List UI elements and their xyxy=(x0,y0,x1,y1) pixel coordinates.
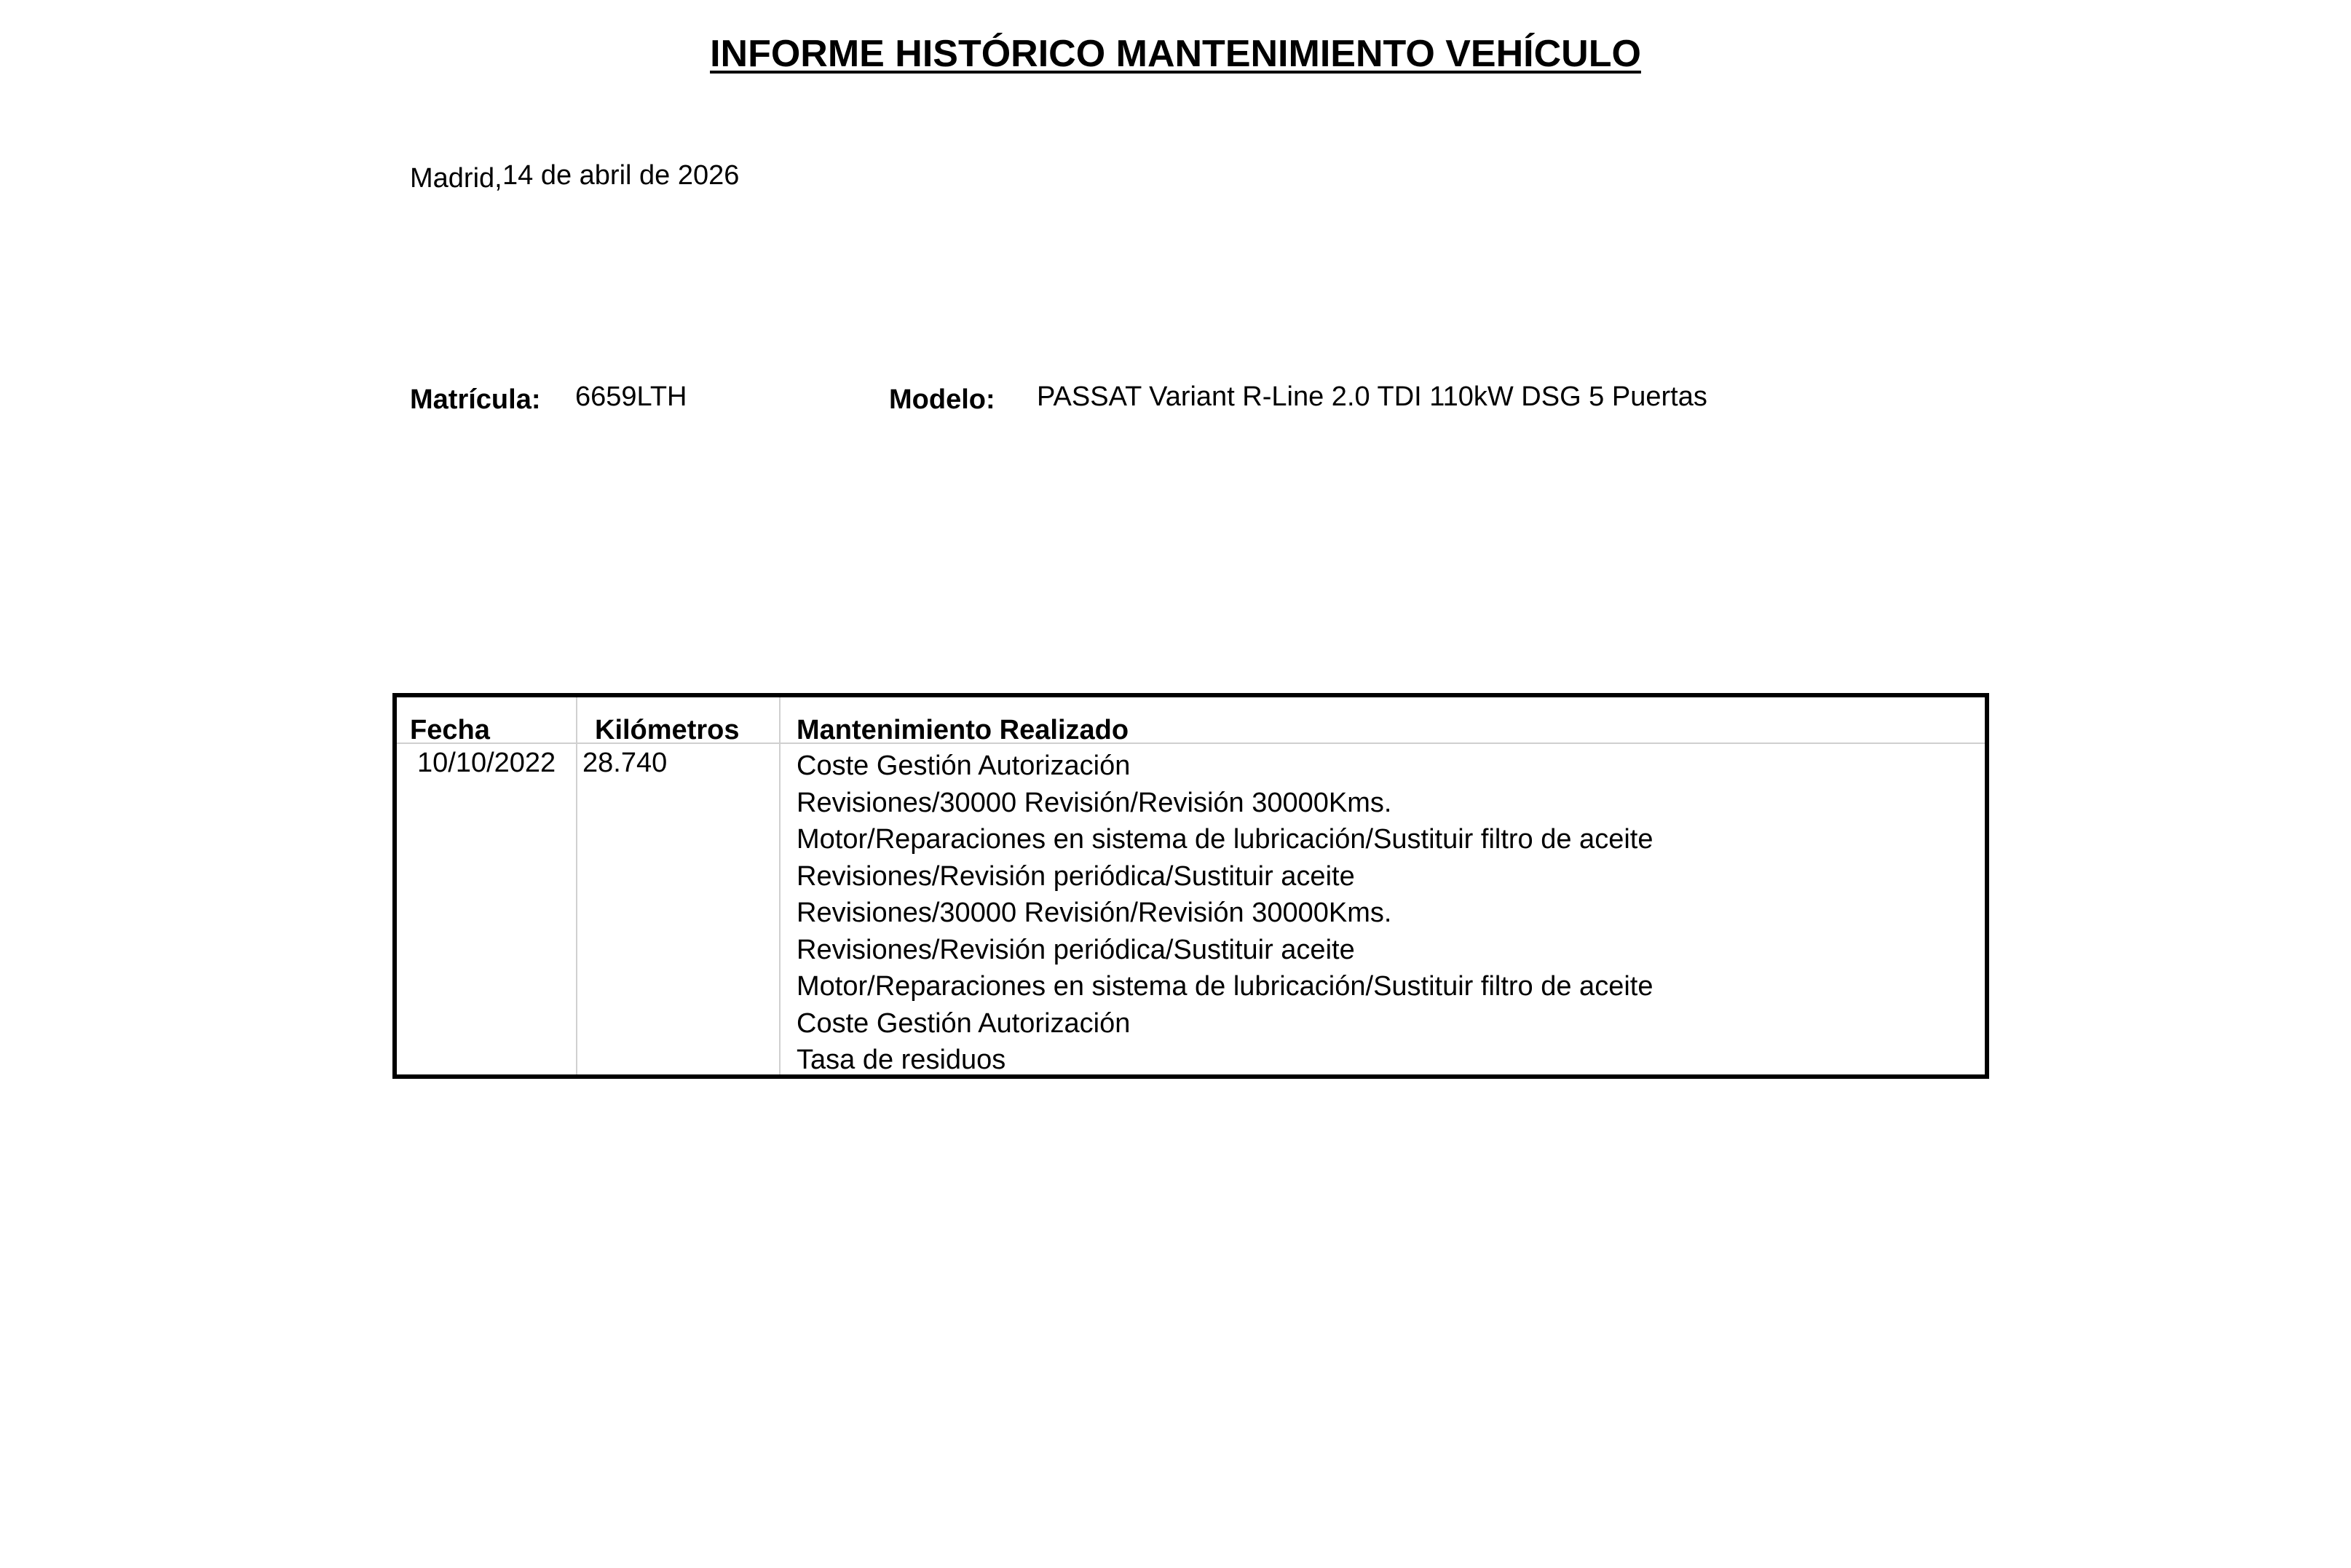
header-km: Kilómetros xyxy=(595,715,740,745)
maintenance-table xyxy=(392,693,1989,1079)
row-km: 28.740 xyxy=(582,748,668,778)
report-date: 14 de abril de 2026 xyxy=(502,160,740,191)
column-divider xyxy=(576,697,577,1074)
column-divider xyxy=(779,697,781,1074)
report-title: INFORME HISTÓRICO MANTENIMIENTO VEHÍCULO xyxy=(710,33,1641,75)
list-item: Revisiones/Revisión periódica/Sustituir aceite xyxy=(797,860,1355,892)
header-date: Fecha xyxy=(410,715,490,745)
list-item: Coste Gestión Autorización xyxy=(797,1007,1131,1039)
list-item: Tasa de residuos xyxy=(797,1045,1006,1075)
plate-value: 6659LTH xyxy=(575,381,687,412)
list-item: Motor/Reparaciones en sistema de lubricación/Sustituir filtro de aceite xyxy=(797,824,1653,855)
maintenance-list xyxy=(797,748,1653,1079)
place-label: Madrid, xyxy=(410,163,502,194)
list-item: Revisiones/30000 Revisión/Revisión 30000Kms. xyxy=(797,787,1392,818)
row-date: 10/10/2022 xyxy=(417,748,556,778)
model-value: PASSAT Variant R-Line 2.0 TDI 110kW DSG 5 Puertas xyxy=(1037,381,1707,412)
list-item: Motor/Reparaciones en sistema de lubricación/Sustituir filtro de aceite xyxy=(797,971,1653,1002)
list-item: Revisiones/30000 Revisión/Revisión 30000Kms. xyxy=(797,898,1392,928)
header-maintenance: Mantenimiento Realizado xyxy=(797,715,1129,745)
model-label: Modelo: xyxy=(889,384,995,415)
list-item: Coste Gestión Autorización xyxy=(797,751,1131,781)
plate-label: Matrícula: xyxy=(410,384,541,415)
list-item: Revisiones/Revisión periódica/Sustituir aceite xyxy=(797,934,1355,965)
